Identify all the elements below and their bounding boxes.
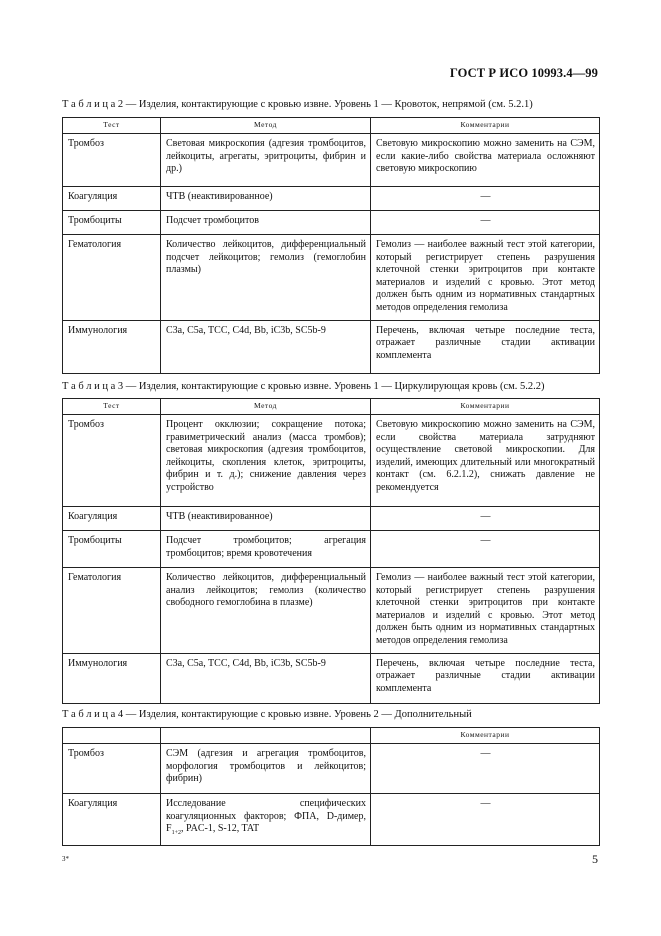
standard-header: ГОСТ Р ИСО 10993.4—99 [449, 66, 598, 80]
cell-method: Количество лейкоцитов, дифференциальный подсчет лейкоцитов; гемолиз (гемоглобин плазмы) [161, 235, 371, 321]
table-row [63, 187, 600, 211]
table4 [62, 727, 600, 846]
table3-caption: Т а б л и ц а 3 — Изделия, контактирующие с кровью извне. Уровень 1 — Циркулирующая кровь (см. 5.2.2) [62, 381, 545, 392]
cell-test: Тромбоциты [63, 211, 161, 235]
table-row [63, 531, 600, 568]
table-header-row [63, 399, 600, 415]
header-method: Метод [161, 118, 371, 134]
cell-test: Гематология [63, 235, 161, 321]
table-row [63, 320, 600, 373]
cell-comment: — [371, 507, 600, 531]
header-test [63, 728, 161, 744]
cell-comment: — [371, 531, 600, 568]
cell-method: СЭМ (адгезия и агрегация тромбоцитов, морфология тромбоцитов и лейкоцитов; фибрин) [161, 744, 371, 794]
cell-comment: — [371, 187, 600, 211]
cell-comment: Перечень, включая четыре последние теста, отражает различные стадии активации комплемента [371, 320, 600, 373]
cell-method: ЧТВ (неактивированное) [161, 187, 371, 211]
coag-subscript: 1+2 [171, 830, 181, 837]
table-row [63, 235, 600, 321]
table-row [63, 794, 600, 846]
cell-test: Гематология [63, 568, 161, 654]
cell-method: Подсчет тромбоцитов; агрегация тромбоцитов; время кровотечения [161, 531, 371, 568]
cell-test: Коагуляция [63, 187, 161, 211]
table-row [63, 653, 600, 703]
cell-comment: Гемолиз — наиболее важный тест этой категории, который регистрирует степень разрушения клеточной стенки эритроцитов при контакте материалов и изделий с кровью. Этот метод должен быть одним из нормативных стандартных методов определения гемолиза [371, 568, 600, 654]
cell-test: Коагуляция [63, 794, 161, 846]
header-test: Тест [63, 399, 161, 415]
table2-caption: Т а б л и ц а 2 — Изделия, контактирующие с кровью извне. Уровень 1 — Кровоток, непрямой (см. 5.2.1) [62, 99, 533, 110]
cell-test: Иммунология [63, 653, 161, 703]
cell-test: Иммунология [63, 320, 161, 373]
table-row [63, 568, 600, 654]
table-row [63, 744, 600, 794]
table-row [63, 211, 600, 235]
coag-method-tail: , PAC-1, S-12, TAT [180, 823, 260, 835]
cell-comment: Световую микроскопию можно заменить на СЭМ, если свойства материала затрудняют осуществление световой микроскопии. Для изделий, имеющих длительный или многократный контакт (см. 6.2.1.2), снижать давление не рекомендуется [371, 415, 600, 507]
cell-method: Световая микроскопия (адгезия тромбоцитов, лейкоциты, агрегаты, эритроциты, фибрин и др.) [161, 134, 371, 187]
table3 [62, 398, 600, 704]
cell-method: C3a, C5a, TCC, C4d, Bb, iC3b, SC5b-9 [161, 320, 371, 373]
table-row [63, 415, 600, 507]
table-row [63, 134, 600, 187]
cell-test: Тромбоз [63, 415, 161, 507]
table4-caption: Т а б л и ц а 4 — Изделия, контактирующие с кровью извне. Уровень 2 — Дополнительный [62, 709, 472, 720]
header-method: Метод [161, 399, 371, 415]
cell-comment: Световую микроскопию можно заменить на СЭМ, если какие-либо свойства материала осложняют световую микроскопию [371, 134, 600, 187]
header-test: Тест [63, 118, 161, 134]
footer-mark: 3* [62, 855, 69, 863]
cell-test: Тромбоз [63, 134, 161, 187]
cell-method: Подсчет тромбоцитов [161, 211, 371, 235]
table-header-row [63, 728, 600, 744]
cell-comment: Гемолиз — наиболее важный тест этой категории, который регистрирует степень разрушения клеточной стенки эритроцитов при контакте материалов и изделий с кровью. Этот метод должен быть одним из нормативных стандартных методов определения гемолиза [371, 235, 600, 321]
header-comments: Комментарии [371, 728, 600, 744]
cell-comment: — [371, 794, 600, 846]
cell-method: Количество лейкоцитов, дифференциальный анализ лейкоцитов; гемолиз (количество свободного гемоглобина в плазме) [161, 568, 371, 654]
table2 [62, 117, 600, 374]
header-method [161, 728, 371, 744]
cell-test: Тромбоциты [63, 531, 161, 568]
page-number: 5 [592, 852, 598, 866]
header-comments: Комментарии [371, 399, 600, 415]
coag-method-text: Исследование специфических коагуляционных факторов; ФПА, D-димер, F [166, 798, 366, 835]
cell-method: ЧТВ (неактивированное) [161, 507, 371, 531]
header-comments: Комментарии [371, 118, 600, 134]
cell-method: Процент окклюзии; сокращение потока; гравиметрический анализ (масса тромбов); световая микроскопия (адгезия тромбоцитов, лейкоциты, скопления клеток, эритроциты, фибрин и т. д.); снижение давления через устройство [161, 415, 371, 507]
cell-comment: — [371, 211, 600, 235]
cell-method: C3a, C5a, TCC, C4d, Bb, iC3b, SC5b-9 [161, 653, 371, 703]
table-header-row [63, 118, 600, 134]
cell-method [161, 794, 371, 846]
cell-comment: Перечень, включая четыре последние теста, отражает различные стадии активации комплемента [371, 653, 600, 703]
cell-test: Коагуляция [63, 507, 161, 531]
cell-comment: — [371, 744, 600, 794]
table-row [63, 507, 600, 531]
cell-test: Тромбоз [63, 744, 161, 794]
